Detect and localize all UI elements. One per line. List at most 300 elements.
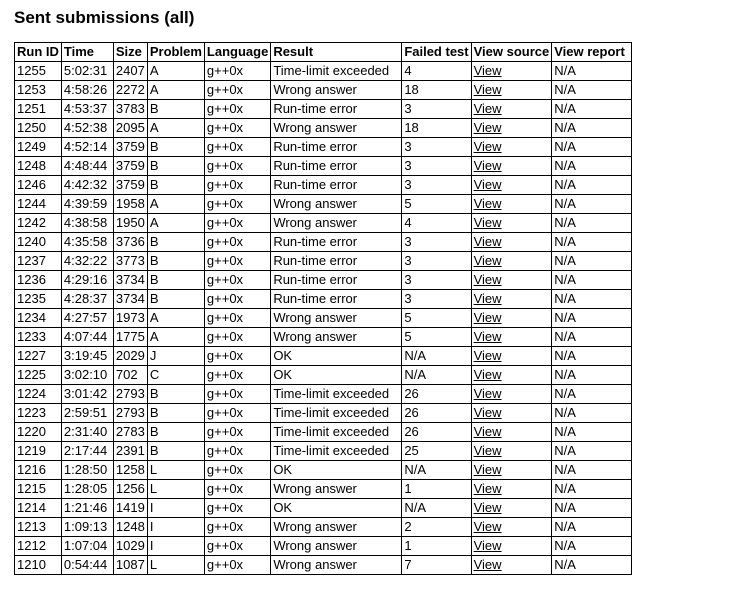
cell-view-source	[471, 423, 552, 442]
cell-run-id: 1237	[15, 252, 62, 271]
cell-failed-test: 4	[402, 62, 471, 81]
cell-view-report: N/A	[552, 442, 632, 461]
cell-size: 1258	[113, 461, 147, 480]
cell-result: Wrong answer	[271, 328, 402, 347]
submission-row	[15, 366, 632, 385]
cell-view-source	[471, 195, 552, 214]
cell-run-id: 1244	[15, 195, 62, 214]
view-source-link[interactable]: View	[473, 120, 502, 135]
view-source-link[interactable]: View	[473, 82, 502, 97]
cell-size: 1256	[113, 480, 147, 499]
cell-result: Run-time error	[271, 100, 402, 119]
cell-run-id: 1216	[15, 461, 62, 480]
cell-problem: A	[147, 309, 204, 328]
cell-time: 1:28:50	[61, 461, 113, 480]
submission-row	[15, 271, 632, 290]
cell-run-id: 1246	[15, 176, 62, 195]
cell-view-report: N/A	[552, 195, 632, 214]
cell-problem: L	[147, 556, 204, 575]
column-header-view-source: View source	[471, 43, 552, 62]
cell-view-report: N/A	[552, 556, 632, 575]
submission-row	[15, 214, 632, 233]
cell-problem: I	[147, 537, 204, 556]
header-row	[15, 43, 632, 62]
view-source-link[interactable]: View	[473, 215, 502, 230]
cell-result: Run-time error	[271, 138, 402, 157]
cell-size: 3734	[113, 271, 147, 290]
cell-view-source	[471, 537, 552, 556]
cell-time: 4:58:26	[61, 81, 113, 100]
cell-view-source	[471, 556, 552, 575]
submission-row	[15, 461, 632, 480]
cell-time: 4:29:16	[61, 271, 113, 290]
cell-problem: B	[147, 442, 204, 461]
cell-size: 3759	[113, 138, 147, 157]
cell-view-source	[471, 100, 552, 119]
cell-language: g++0x	[204, 537, 270, 556]
cell-result: Time-limit exceeded	[271, 62, 402, 81]
cell-language: g++0x	[204, 385, 270, 404]
cell-problem: A	[147, 81, 204, 100]
column-header-size: Size	[113, 43, 147, 62]
cell-time: 2:59:51	[61, 404, 113, 423]
submission-row	[15, 556, 632, 575]
cell-result: OK	[271, 499, 402, 518]
cell-view-report: N/A	[552, 404, 632, 423]
submission-row	[15, 157, 632, 176]
cell-size: 1248	[113, 518, 147, 537]
cell-size: 1958	[113, 195, 147, 214]
cell-time: 1:28:05	[61, 480, 113, 499]
column-header-language: Language	[204, 43, 270, 62]
cell-failed-test: 26	[402, 404, 471, 423]
cell-problem: B	[147, 423, 204, 442]
view-source-link[interactable]: View	[473, 500, 502, 515]
cell-view-source	[471, 499, 552, 518]
cell-view-source	[471, 138, 552, 157]
view-source-link[interactable]: View	[473, 272, 502, 287]
view-source-link[interactable]: View	[473, 291, 502, 306]
cell-result: Wrong answer	[271, 537, 402, 556]
cell-view-source	[471, 271, 552, 290]
cell-time: 3:19:45	[61, 347, 113, 366]
cell-failed-test: 3	[402, 271, 471, 290]
cell-language: g++0x	[204, 480, 270, 499]
cell-run-id: 1225	[15, 366, 62, 385]
cell-failed-test: N/A	[402, 347, 471, 366]
submission-row	[15, 347, 632, 366]
cell-view-source	[471, 518, 552, 537]
view-source-link[interactable]: View	[473, 63, 502, 78]
cell-failed-test: 1	[402, 537, 471, 556]
cell-language: g++0x	[204, 176, 270, 195]
cell-run-id: 1213	[15, 518, 62, 537]
column-header-time: Time	[61, 43, 113, 62]
cell-language: g++0x	[204, 461, 270, 480]
cell-view-report: N/A	[552, 176, 632, 195]
cell-failed-test: N/A	[402, 499, 471, 518]
cell-run-id: 1249	[15, 138, 62, 157]
cell-run-id: 1255	[15, 62, 62, 81]
cell-problem: B	[147, 290, 204, 309]
submission-row	[15, 100, 632, 119]
cell-result: Time-limit exceeded	[271, 423, 402, 442]
submission-row	[15, 252, 632, 271]
cell-time: 2:31:40	[61, 423, 113, 442]
cell-language: g++0x	[204, 100, 270, 119]
cell-problem: L	[147, 461, 204, 480]
cell-view-report: N/A	[552, 233, 632, 252]
cell-language: g++0x	[204, 423, 270, 442]
cell-language: g++0x	[204, 499, 270, 518]
cell-run-id: 1236	[15, 271, 62, 290]
cell-view-report: N/A	[552, 252, 632, 271]
cell-time: 0:54:44	[61, 556, 113, 575]
cell-failed-test: 26	[402, 423, 471, 442]
cell-result: OK	[271, 461, 402, 480]
cell-failed-test: N/A	[402, 366, 471, 385]
cell-size: 3734	[113, 290, 147, 309]
cell-size: 1029	[113, 537, 147, 556]
cell-size: 1419	[113, 499, 147, 518]
cell-view-source	[471, 252, 552, 271]
cell-time: 4:39:59	[61, 195, 113, 214]
view-source-link[interactable]: View	[473, 177, 502, 192]
cell-language: g++0x	[204, 233, 270, 252]
column-header-view-report: View report	[552, 43, 632, 62]
cell-size: 3736	[113, 233, 147, 252]
cell-result: Run-time error	[271, 233, 402, 252]
submission-row	[15, 119, 632, 138]
submission-row	[15, 423, 632, 442]
cell-problem: A	[147, 62, 204, 81]
cell-language: g++0x	[204, 271, 270, 290]
cell-view-source	[471, 214, 552, 233]
submission-row	[15, 176, 632, 195]
cell-time: 4:52:14	[61, 138, 113, 157]
cell-language: g++0x	[204, 252, 270, 271]
cell-failed-test: 3	[402, 176, 471, 195]
cell-failed-test: 1	[402, 480, 471, 499]
cell-time: 4:52:38	[61, 119, 113, 138]
cell-time: 4:42:32	[61, 176, 113, 195]
cell-run-id: 1240	[15, 233, 62, 252]
cell-time: 3:01:42	[61, 385, 113, 404]
cell-problem: C	[147, 366, 204, 385]
cell-size: 3773	[113, 252, 147, 271]
cell-run-id: 1250	[15, 119, 62, 138]
cell-run-id: 1212	[15, 537, 62, 556]
cell-result: Run-time error	[271, 157, 402, 176]
submission-row	[15, 62, 632, 81]
cell-language: g++0x	[204, 404, 270, 423]
cell-time: 4:35:58	[61, 233, 113, 252]
cell-failed-test: 2	[402, 518, 471, 537]
cell-time: 4:32:22	[61, 252, 113, 271]
cell-problem: B	[147, 100, 204, 119]
cell-run-id: 1224	[15, 385, 62, 404]
cell-problem: I	[147, 518, 204, 537]
view-source-link[interactable]: View	[473, 158, 502, 173]
cell-problem: B	[147, 233, 204, 252]
cell-time: 4:28:37	[61, 290, 113, 309]
view-source-link[interactable]: View	[473, 253, 502, 268]
view-source-link[interactable]: View	[473, 348, 502, 363]
submission-row	[15, 328, 632, 347]
view-source-link[interactable]: View	[473, 481, 502, 496]
cell-failed-test: 5	[402, 195, 471, 214]
submission-row	[15, 442, 632, 461]
cell-size: 3759	[113, 176, 147, 195]
cell-run-id: 1219	[15, 442, 62, 461]
cell-time: 4:38:58	[61, 214, 113, 233]
cell-view-report: N/A	[552, 138, 632, 157]
cell-size: 1087	[113, 556, 147, 575]
cell-run-id: 1234	[15, 309, 62, 328]
cell-run-id: 1215	[15, 480, 62, 499]
cell-view-report: N/A	[552, 157, 632, 176]
cell-view-source	[471, 309, 552, 328]
cell-problem: A	[147, 214, 204, 233]
view-source-link[interactable]: View	[473, 101, 502, 116]
cell-language: g++0x	[204, 138, 270, 157]
cell-size: 2783	[113, 423, 147, 442]
cell-problem: B	[147, 157, 204, 176]
column-header-run-id: Run ID	[15, 43, 62, 62]
cell-problem: A	[147, 119, 204, 138]
cell-view-source	[471, 404, 552, 423]
view-source-link[interactable]: View	[473, 443, 502, 458]
view-source-link[interactable]: View	[473, 462, 502, 477]
cell-size: 3759	[113, 157, 147, 176]
cell-problem: I	[147, 499, 204, 518]
cell-view-report: N/A	[552, 347, 632, 366]
cell-view-source	[471, 290, 552, 309]
cell-language: g++0x	[204, 556, 270, 575]
submission-row	[15, 518, 632, 537]
cell-time: 5:02:31	[61, 62, 113, 81]
cell-result: Wrong answer	[271, 309, 402, 328]
submission-row	[15, 537, 632, 556]
cell-language: g++0x	[204, 366, 270, 385]
cell-view-source	[471, 81, 552, 100]
cell-failed-test: 3	[402, 252, 471, 271]
cell-view-source	[471, 62, 552, 81]
cell-problem: A	[147, 328, 204, 347]
cell-problem: L	[147, 480, 204, 499]
cell-size: 2272	[113, 81, 147, 100]
cell-failed-test: 3	[402, 157, 471, 176]
cell-size: 2391	[113, 442, 147, 461]
cell-failed-test: 3	[402, 100, 471, 119]
cell-result: Wrong answer	[271, 518, 402, 537]
view-source-link[interactable]: View	[473, 538, 502, 553]
submission-row	[15, 195, 632, 214]
view-source-link[interactable]: View	[473, 310, 502, 325]
cell-result: Wrong answer	[271, 119, 402, 138]
cell-failed-test: 3	[402, 233, 471, 252]
cell-result: Run-time error	[271, 271, 402, 290]
cell-view-report: N/A	[552, 328, 632, 347]
cell-run-id: 1227	[15, 347, 62, 366]
cell-size: 3783	[113, 100, 147, 119]
cell-result: Run-time error	[271, 176, 402, 195]
cell-result: Wrong answer	[271, 214, 402, 233]
cell-size: 2095	[113, 119, 147, 138]
cell-problem: J	[147, 347, 204, 366]
cell-view-source	[471, 442, 552, 461]
cell-failed-test: 18	[402, 119, 471, 138]
view-source-link[interactable]: View	[473, 405, 502, 420]
cell-view-report: N/A	[552, 461, 632, 480]
cell-view-report: N/A	[552, 62, 632, 81]
cell-view-source	[471, 157, 552, 176]
cell-view-report: N/A	[552, 480, 632, 499]
cell-view-report: N/A	[552, 537, 632, 556]
cell-failed-test: 4	[402, 214, 471, 233]
cell-problem: B	[147, 404, 204, 423]
cell-failed-test: 7	[402, 556, 471, 575]
cell-failed-test: 25	[402, 442, 471, 461]
view-source-link[interactable]: View	[473, 234, 502, 249]
cell-time: 4:07:44	[61, 328, 113, 347]
cell-problem: B	[147, 138, 204, 157]
cell-size: 1950	[113, 214, 147, 233]
cell-time: 1:07:04	[61, 537, 113, 556]
cell-language: g++0x	[204, 309, 270, 328]
cell-result: Time-limit exceeded	[271, 385, 402, 404]
submission-row	[15, 499, 632, 518]
cell-view-report: N/A	[552, 309, 632, 328]
column-header-problem: Problem	[147, 43, 204, 62]
submission-row	[15, 290, 632, 309]
cell-result: Wrong answer	[271, 81, 402, 100]
cell-run-id: 1214	[15, 499, 62, 518]
cell-problem: B	[147, 252, 204, 271]
view-source-link[interactable]: View	[473, 196, 502, 211]
cell-language: g++0x	[204, 62, 270, 81]
column-header-failed-test: Failed test	[402, 43, 471, 62]
submissions-table	[14, 42, 632, 575]
cell-failed-test: 5	[402, 309, 471, 328]
cell-view-source	[471, 347, 552, 366]
cell-time: 2:17:44	[61, 442, 113, 461]
cell-view-source	[471, 385, 552, 404]
cell-view-source	[471, 480, 552, 499]
cell-failed-test: 26	[402, 385, 471, 404]
view-source-link[interactable]: View	[473, 557, 502, 572]
cell-language: g++0x	[204, 518, 270, 537]
cell-result: Run-time error	[271, 252, 402, 271]
cell-problem: B	[147, 271, 204, 290]
cell-result: Run-time error	[271, 290, 402, 309]
cell-size: 2793	[113, 385, 147, 404]
cell-language: g++0x	[204, 328, 270, 347]
cell-result: OK	[271, 366, 402, 385]
cell-failed-test: 3	[402, 138, 471, 157]
cell-problem: A	[147, 195, 204, 214]
cell-time: 4:48:44	[61, 157, 113, 176]
submission-row	[15, 81, 632, 100]
cell-run-id: 1248	[15, 157, 62, 176]
cell-result: Wrong answer	[271, 480, 402, 499]
cell-failed-test: 18	[402, 81, 471, 100]
cell-view-report: N/A	[552, 119, 632, 138]
cell-view-report: N/A	[552, 518, 632, 537]
submissions-body	[15, 62, 632, 575]
submission-row	[15, 404, 632, 423]
cell-view-report: N/A	[552, 100, 632, 119]
view-source-link[interactable]: View	[473, 139, 502, 154]
cell-time: 1:21:46	[61, 499, 113, 518]
cell-language: g++0x	[204, 442, 270, 461]
view-source-link[interactable]: View	[473, 329, 502, 344]
cell-language: g++0x	[204, 195, 270, 214]
page-title: Sent submissions (all)	[14, 8, 195, 27]
cell-view-source	[471, 328, 552, 347]
cell-failed-test: 3	[402, 290, 471, 309]
cell-view-report: N/A	[552, 214, 632, 233]
submission-row	[15, 138, 632, 157]
submission-row	[15, 233, 632, 252]
cell-time: 4:27:57	[61, 309, 113, 328]
cell-language: g++0x	[204, 290, 270, 309]
cell-run-id: 1220	[15, 423, 62, 442]
cell-run-id: 1233	[15, 328, 62, 347]
cell-view-source	[471, 119, 552, 138]
cell-run-id: 1251	[15, 100, 62, 119]
cell-run-id: 1242	[15, 214, 62, 233]
cell-language: g++0x	[204, 119, 270, 138]
cell-view-source	[471, 176, 552, 195]
cell-failed-test: N/A	[402, 461, 471, 480]
cell-result: Time-limit exceeded	[271, 442, 402, 461]
cell-view-report: N/A	[552, 271, 632, 290]
cell-result: Wrong answer	[271, 556, 402, 575]
cell-view-report: N/A	[552, 385, 632, 404]
view-source-link[interactable]: View	[473, 386, 502, 401]
cell-size: 1973	[113, 309, 147, 328]
view-source-link[interactable]: View	[473, 519, 502, 534]
cell-run-id: 1235	[15, 290, 62, 309]
cell-result: Wrong answer	[271, 195, 402, 214]
submission-row	[15, 480, 632, 499]
cell-time: 3:02:10	[61, 366, 113, 385]
cell-language: g++0x	[204, 81, 270, 100]
cell-view-report: N/A	[552, 423, 632, 442]
cell-problem: B	[147, 176, 204, 195]
cell-view-report: N/A	[552, 499, 632, 518]
cell-view-report: N/A	[552, 81, 632, 100]
view-source-link[interactable]: View	[473, 424, 502, 439]
cell-view-source	[471, 461, 552, 480]
cell-time: 4:53:37	[61, 100, 113, 119]
cell-result: OK	[271, 347, 402, 366]
submission-row	[15, 385, 632, 404]
cell-language: g++0x	[204, 214, 270, 233]
column-header-result: Result	[271, 43, 402, 62]
cell-failed-test: 5	[402, 328, 471, 347]
cell-size: 2407	[113, 62, 147, 81]
cell-size: 2029	[113, 347, 147, 366]
cell-view-report: N/A	[552, 366, 632, 385]
cell-run-id: 1210	[15, 556, 62, 575]
view-source-link[interactable]: View	[473, 367, 502, 382]
cell-view-source	[471, 366, 552, 385]
cell-result: Time-limit exceeded	[271, 404, 402, 423]
submission-row	[15, 309, 632, 328]
cell-language: g++0x	[204, 157, 270, 176]
